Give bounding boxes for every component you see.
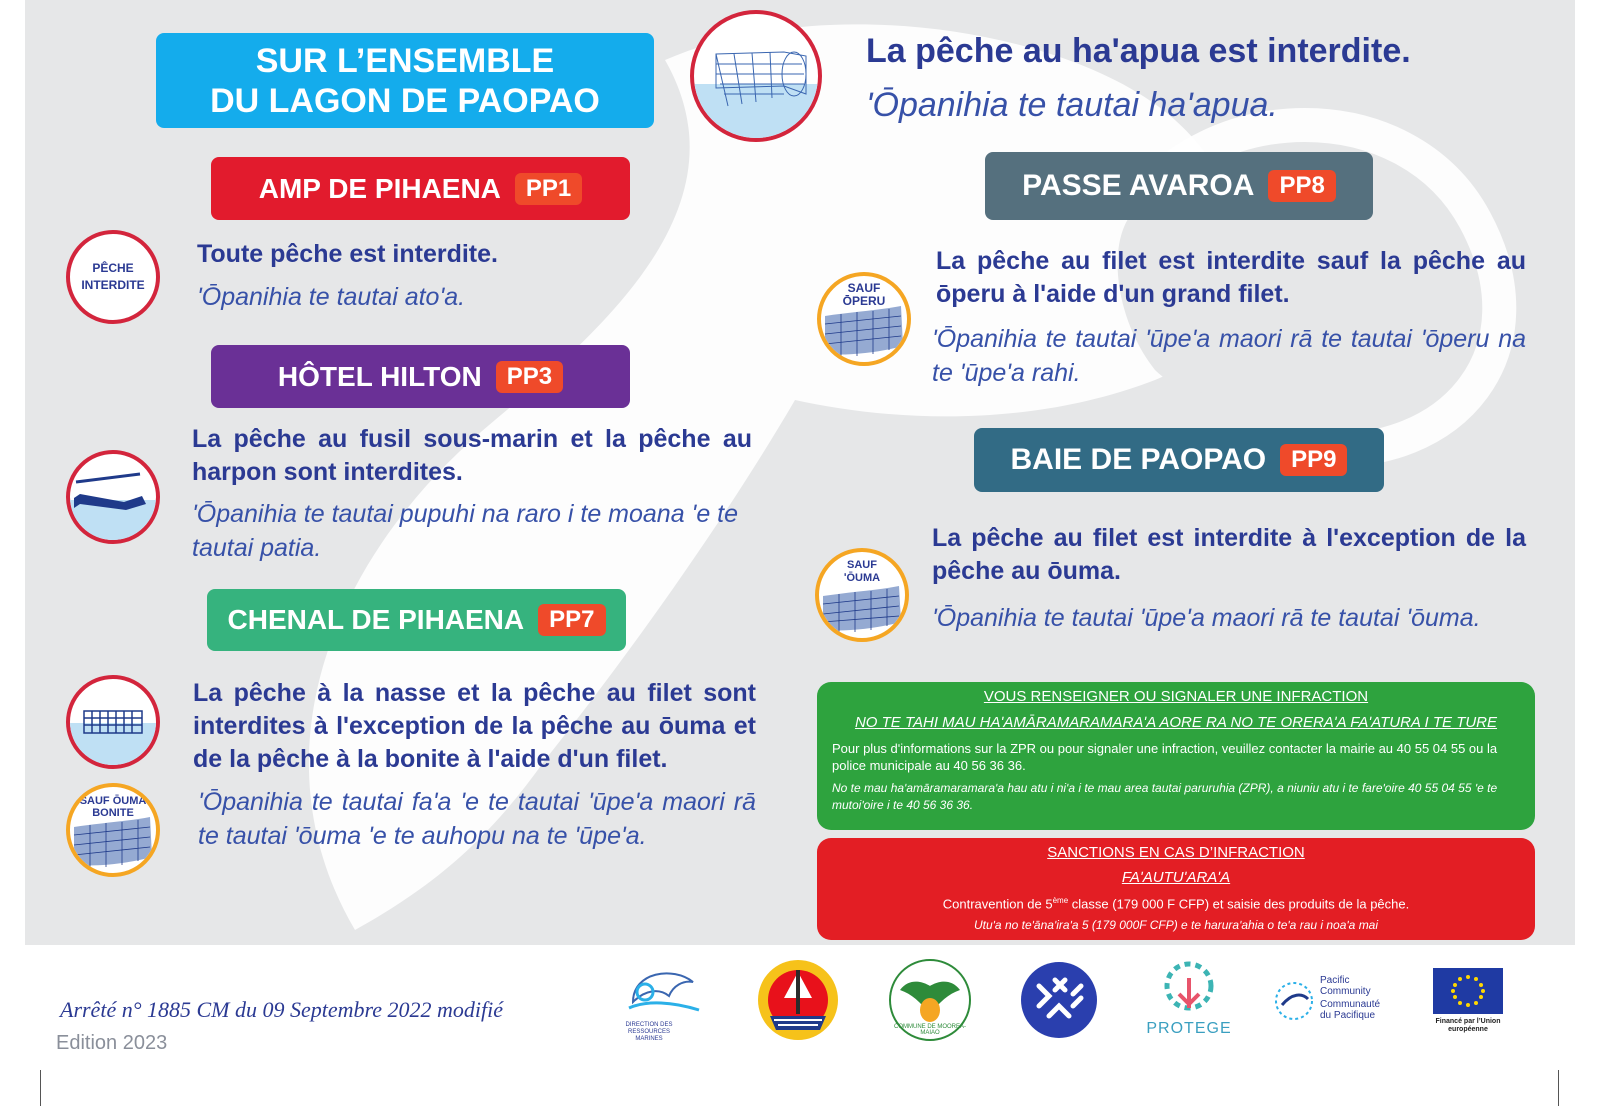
fish-trap-icon xyxy=(66,675,160,769)
pp3-rule-ty: ʹŌpanihia te tautai pupuhi na raro i te moana ʹe te tautai patia. xyxy=(192,500,739,562)
pp8-rule-fr: La pêche au filet est interdite sauf la pêche au ōperu à lʹaide dʹun grand filet. xyxy=(936,247,1526,308)
drm-logo-text: DIRECTION DES RESSOURCES MARINES xyxy=(625,1022,673,1042)
no-fishing-icon-label: PÊCHE INTERDITE xyxy=(81,261,145,292)
zone-code-pp7: PP7 xyxy=(538,604,605,636)
sanctions-body-fr-post: classe (179 000 F CFP) et saisie des produits de la pêche. xyxy=(1068,896,1410,912)
pacific-community-fr: Communauté du Pacifique xyxy=(1320,999,1381,1021)
lagoon-banner xyxy=(156,33,654,128)
zone-header-pp1 xyxy=(211,157,630,220)
pp9-rule-ty: ʹŌpanihia te tautai ʹūpeʹa maori rā te tautai ʹōuma. xyxy=(932,604,1481,632)
zone-header-pp8 xyxy=(985,152,1373,220)
spearfishing-icon xyxy=(66,450,160,544)
contact-title-fr: VOUS RENSEIGNER OU SIGNALER UNE INFRACTION xyxy=(983,688,1369,705)
zone-code-pp9: PP9 xyxy=(1280,444,1347,476)
sanctions-title-fr: SANCTIONS EN CAS D’INFRACTION xyxy=(1047,844,1305,861)
contact-info-box xyxy=(817,682,1535,830)
decree-reference: Arrêté n° 1885 CM du 09 Septembre 2022 modifié xyxy=(60,997,504,1022)
pp9-rule-fr: La pêche au filet est interdite à lʹexception de la pêche au ōuma. xyxy=(932,524,1526,585)
pp7-rule-ty: ʹŌpanihia te tautai faʹa ʹe te tautai ʹūpeʹa maori rā te tautai ʹōuma ʹe te auhopu na te ʹūpeʹa. xyxy=(198,788,756,850)
zone-name-pp9: BAIE DE PAOPAO xyxy=(1010,443,1267,476)
zone-name-pp8: PASSE AVAROA xyxy=(1022,169,1255,202)
zone-header-pp9 xyxy=(974,428,1384,492)
sanctions-title-ty: FAʹAUTUʹARAʹA xyxy=(1121,869,1231,886)
zone-header-pp7 xyxy=(207,589,626,651)
pp8-rule-ty: ʹŌpanihia te tautai ʹūpeʹa maori rā te tautai ʹōperu na te ʹūpeʹa rahi. xyxy=(932,325,1526,387)
haapua-rule-fr: La pêche au haʹapua est interdite. xyxy=(866,32,1411,70)
sanctions-body-ty: Utuʹa no teʹānaʹiraʹa 5 (179 000F CFP) e te haruraʹahia o teʹa rau i noaʹa mai xyxy=(973,918,1379,932)
sanctions-body-fr xyxy=(817,896,1535,911)
sanctions-body-fr-pre: Contravention de 5 xyxy=(942,896,1053,912)
zone-header-pp3 xyxy=(211,345,630,408)
sanctions-box xyxy=(817,838,1535,940)
zone-name-pp1: AMP DE PIHAENA xyxy=(258,172,501,204)
net-exception-ouma-bonite-icon xyxy=(66,783,160,877)
edition-label: Edition 2023 xyxy=(56,1032,168,1054)
net-exception-ouma-bonite-label: SAUF ŌUMA BONITE xyxy=(79,795,147,819)
zone-code-pp1: PP1 xyxy=(515,173,582,205)
pp3-rule-fr: La pêche au fusil sous-marin et la pêche au harpon sont interdites. xyxy=(192,425,752,486)
zone-code-pp8: PP8 xyxy=(1268,170,1335,202)
net-exception-operu-label: SAUF ŌPERU xyxy=(842,281,886,308)
protege-text: PROTEGE xyxy=(1146,1020,1232,1037)
commune-moorea-text: COMMUNE DE MOOREA-MAIAO xyxy=(894,1024,966,1036)
commune-moorea-logo xyxy=(888,958,972,1042)
french-polynesia-emblem xyxy=(756,958,840,1042)
contact-body-fr: Pour plus dʹinformations sur la ZPR ou pour signaler une infraction, veuillez contacter la mairie au 40 55 04 55 ou la police municipale au 40 56 36 36. xyxy=(832,741,1498,773)
zone-name-pp7: CHENAL DE PIHAENA xyxy=(227,604,525,635)
sanctions-body-fr-sup: ème xyxy=(1052,896,1069,905)
pp1-rule-ty: ʹŌpanihia te tautai atoʹa. xyxy=(197,283,466,311)
no-fishing-icon xyxy=(66,230,160,324)
net-exception-ouma-label: SAUF ʹŌUMA xyxy=(843,559,881,584)
protege-logo xyxy=(1143,958,1235,1042)
net-exception-ouma-icon xyxy=(815,548,909,642)
net-exception-operu-icon xyxy=(817,272,911,366)
pp7-rule-fr: La pêche à la nasse et la pêche au filet sont interdites à lʹexception de la pêche au ōuma et de la pêche à la bonite à lʹaide dʹun filet. xyxy=(193,679,756,773)
lagoon-banner-title: SUR L’ENSEMBLE DU LAGON DE PAOPAO xyxy=(210,41,600,120)
contact-body-ty: No te mau haʹamāramaramaraʹa hau atu i niʹa i te mau area tautai paruruhia (ZPR), a niuniu atu i te fareʹoire 40 55 04 55 ʹe te mutoiʹoire i te 40 56 36 36. xyxy=(832,781,1498,812)
blue-round-logo xyxy=(1019,960,1099,1040)
crop-mark-right xyxy=(1558,1070,1559,1106)
zone-code-pp3: PP3 xyxy=(496,361,563,393)
drm-logo xyxy=(623,962,703,1042)
european-union-logo xyxy=(1433,968,1507,1032)
pp1-rule-fr: Toute pêche est interdite. xyxy=(197,240,498,268)
crop-mark-left xyxy=(40,1070,41,1106)
haapua-rule-ty: ʹŌpanihia te tautai haʹapua. xyxy=(866,86,1278,124)
zone-name-pp3: HÔTEL HILTON xyxy=(277,360,482,392)
haapua-net-icon xyxy=(690,10,822,142)
pacific-community-logo xyxy=(1272,975,1382,1027)
pacific-community-en: Pacific Community xyxy=(1320,975,1371,997)
european-union-text: Financé par l’Union européenne xyxy=(1435,1018,1501,1033)
contact-title-ty: NO TE TAHI MAU HAʹAMĀRAMARAMARAʹA AORE RA NO TE ORERAʹA FAʹATURA I TE TURE xyxy=(854,714,1498,731)
